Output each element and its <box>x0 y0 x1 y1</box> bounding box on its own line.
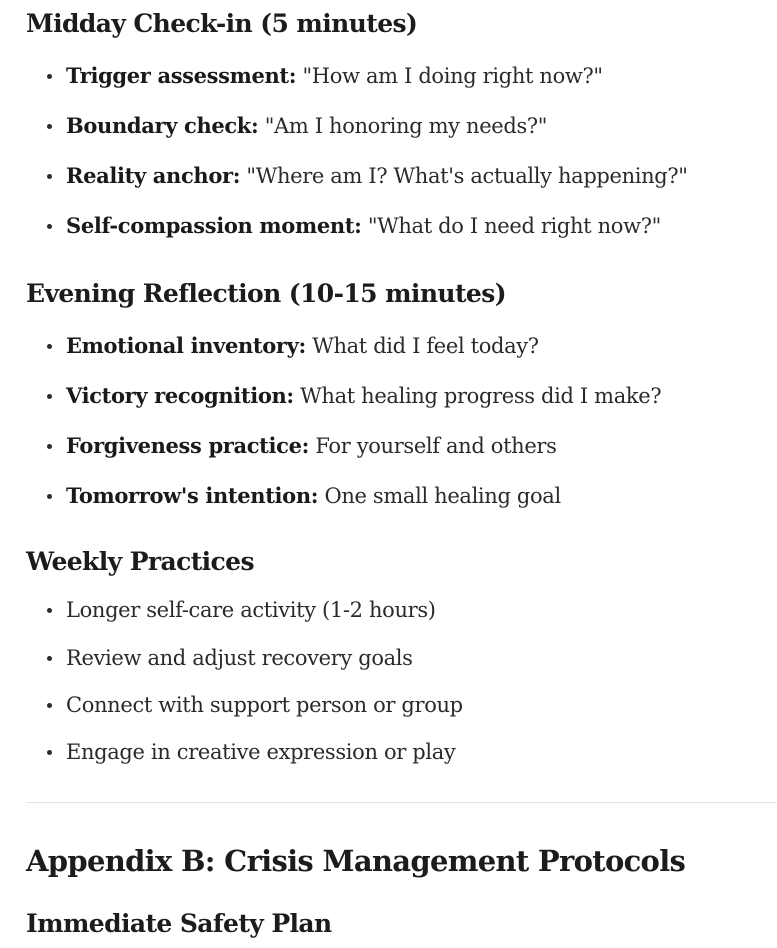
bullet-icon <box>47 224 52 229</box>
bullet-icon <box>47 74 52 79</box>
item-text: Review and adjust recovery goals <box>66 646 413 670</box>
bullet-icon <box>47 750 52 755</box>
bullet-icon <box>47 444 52 449</box>
bullet-icon <box>47 494 52 499</box>
bullet-icon <box>47 344 52 349</box>
bullet-icon <box>47 703 52 708</box>
item-label: Reality anchor: <box>66 163 241 188</box>
bullet-icon <box>47 656 52 661</box>
bullet-icon <box>47 608 52 613</box>
item-text: "How am I doing right now?" <box>302 64 603 88</box>
item-text: For yourself and others <box>315 434 557 458</box>
midday-heading: Midday Check-in (5 minutes) <box>26 9 418 38</box>
bullet-icon <box>47 124 52 129</box>
safety-plan-heading: Immediate Safety Plan <box>26 909 332 938</box>
item-label: Trigger assessment: <box>66 63 297 88</box>
item-text: Connect with support person or group <box>66 693 463 717</box>
item-text: "Where am I? What's actually happening?" <box>246 164 688 188</box>
item-text: One small healing goal <box>324 484 561 508</box>
item-text: Longer self-care activity (1-2 hours) <box>66 598 436 622</box>
item-text: "Am I honoring my needs?" <box>264 114 548 138</box>
item-label: Emotional inventory: <box>66 333 306 358</box>
section-divider <box>26 802 777 803</box>
weekly-heading: Weekly Practices <box>26 547 254 576</box>
evening-heading: Evening Reflection (10-15 minutes) <box>26 279 506 308</box>
bullet-icon <box>47 394 52 399</box>
item-label: Victory recognition: <box>66 383 294 408</box>
item-text: What did I feel today? <box>312 334 539 358</box>
appendix-heading: Appendix B: Crisis Management Protocols <box>26 844 686 878</box>
bullet-icon <box>47 174 52 179</box>
item-text: What healing progress did I make? <box>300 384 662 408</box>
item-text: Engage in creative expression or play <box>66 740 456 764</box>
item-label: Tomorrow's intention: <box>66 483 319 508</box>
item-label: Forgiveness practice: <box>66 433 310 458</box>
item-label: Self-compassion moment: <box>66 213 362 238</box>
item-text: "What do I need right now?" <box>367 214 661 238</box>
item-label: Boundary check: <box>66 113 259 138</box>
